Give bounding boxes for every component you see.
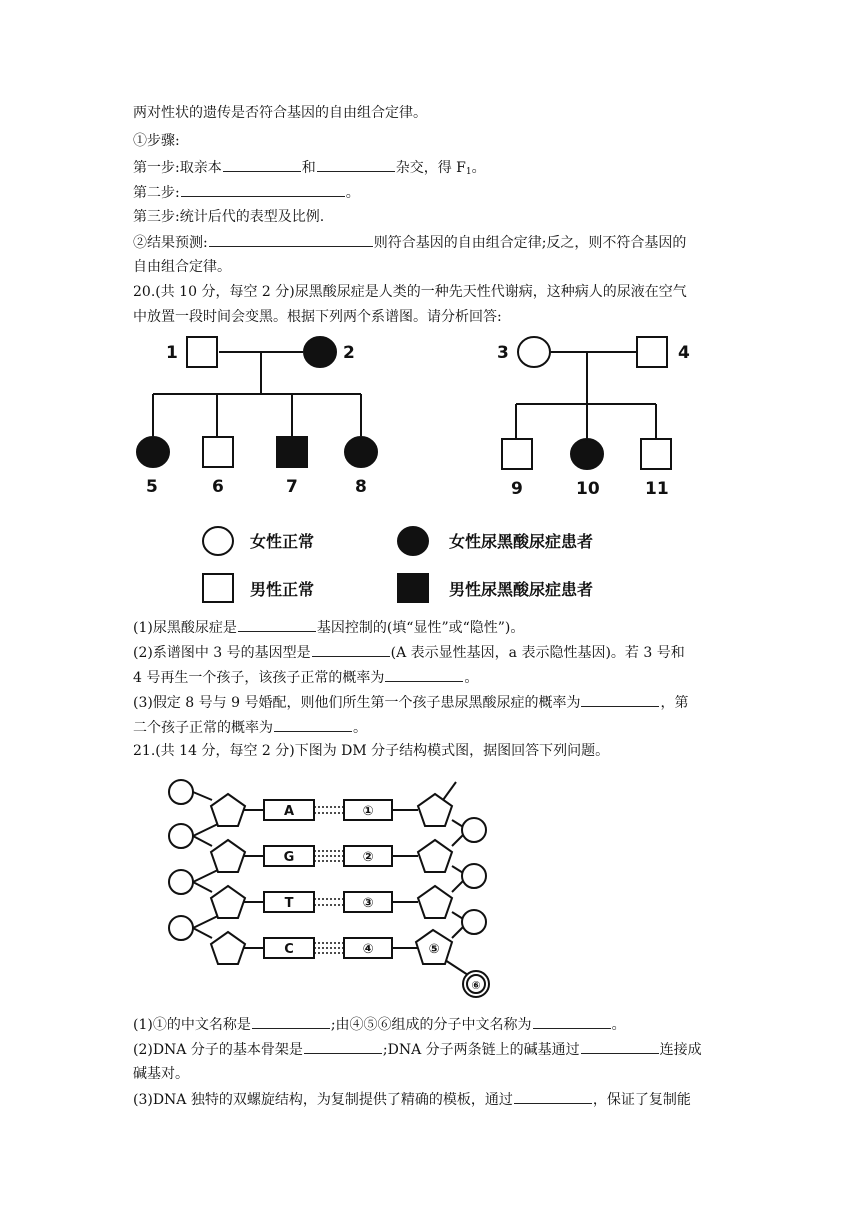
legend-female-normal: 女性正常 <box>250 532 315 551</box>
pedigree-label-11: 11 <box>645 479 669 499</box>
phosphate-circle <box>169 916 193 940</box>
phosphate-circle <box>462 910 486 934</box>
pedigree-male-normal-9 <box>502 439 532 469</box>
sugar-pentagon <box>418 794 452 826</box>
phosphate-circle <box>169 780 193 804</box>
pedigree-label-8: 8 <box>355 477 367 497</box>
q21-sub3: (3)DNA 独特的双螺旋结构，为复制提供了精确的模板，通过 ，保证了复制能 <box>133 1089 691 1110</box>
base-label-T: T <box>284 896 294 911</box>
pedigree-female-normal-3 <box>518 337 550 367</box>
base-label-A: A <box>283 804 295 819</box>
base-label-4: ④ <box>362 942 374 957</box>
pedigree-female-affected-2 <box>304 337 336 367</box>
pedigree-label-3: 3 <box>497 343 509 363</box>
pedigree-male-normal-1 <box>187 337 217 367</box>
pedigree-female-affected-8 <box>345 437 377 467</box>
q21-stem: 21.(共 14 分，每空 2 分)下图为 DM 分子结构模式图，据图回答下列问题。 <box>133 743 610 759</box>
answer-blank[interactable] <box>533 1014 611 1029</box>
phosphate-circle <box>462 864 486 888</box>
q21-sub2-cont: 碱基对。 <box>133 1066 189 1082</box>
answer-blank[interactable] <box>581 692 659 707</box>
legend-female-normal-icon <box>203 527 233 555</box>
q20-sub2-cont: 4 号再生一个孩子，该孩子正常的概率为 。 <box>133 667 478 688</box>
dna-structure-figure <box>0 770 860 1010</box>
legend-male-affected-icon <box>398 574 428 602</box>
answer-blank[interactable] <box>312 642 390 657</box>
pedigree-female-affected-10 <box>571 439 603 469</box>
sugar-pentagon <box>211 886 245 918</box>
sugar-pentagon <box>418 886 452 918</box>
answer-blank[interactable] <box>581 1039 659 1054</box>
base-label-G: G <box>283 850 295 865</box>
pedigree-male-normal-4 <box>637 337 667 367</box>
answer-blank[interactable] <box>304 1039 382 1054</box>
phosphate-circle <box>462 818 486 842</box>
answer-blank[interactable] <box>252 1014 330 1029</box>
pedigree-female-affected-5 <box>137 437 169 467</box>
pedigree-label-2: 2 <box>343 343 355 363</box>
pedigree-label-1: 1 <box>166 343 178 363</box>
q19-step1: 第一步:取亲本 和 杂交，得 $F_1$。 <box>133 157 486 182</box>
sugar-label-5: ⑤ <box>428 942 440 957</box>
q19-step2: 第二步: 。 <box>133 182 360 203</box>
base-label-1: ① <box>362 804 374 819</box>
legend-male-normal: 男性正常 <box>250 580 315 599</box>
pedigree-label-6: 6 <box>212 477 224 497</box>
answer-blank[interactable] <box>181 182 345 197</box>
q20-stem-line2: 中放置一段时间会变黑。根据下列两个系谱图。请分析回答: <box>133 309 502 325</box>
pedigree-label-4: 4 <box>678 343 690 363</box>
q20-stem-line1: 20.(共 10 分，每空 2 分)尿黑酸尿症是人类的一种先天性代谢病，这种病人的尿液在空气 <box>133 284 687 300</box>
phosphate-label-6: ⑥ <box>471 979 481 992</box>
base-label-3: ③ <box>362 896 374 911</box>
pedigree-label-10: 10 <box>576 479 600 499</box>
q21-sub1: (1)①的中文名称是 ;由④⑤⑥组成的分子中文名称为 。 <box>133 1014 626 1035</box>
q19-step3: 第三步:统计后代的表型及比例. <box>133 209 325 225</box>
answer-blank[interactable] <box>209 232 373 247</box>
sugar-pentagon <box>211 932 245 964</box>
base-label-C: C <box>284 942 294 957</box>
q20-sub1: (1)尿黑酸尿症是 基因控制的(填“显性”或“隐性”)。 <box>133 617 524 638</box>
pedigree-male-normal-6 <box>203 437 233 467</box>
q19-prediction: ②结果预测: 则符合基因的自由组合定律;反之，则不符合基因的 <box>133 232 686 253</box>
q20-sub3-cont: 二个孩子正常的概率为 。 <box>133 717 367 738</box>
answer-blank[interactable] <box>223 157 301 172</box>
q19-prediction-cont: 自由组合定律。 <box>133 259 231 275</box>
legend-male-affected: 男性尿黑酸尿症患者 <box>449 580 594 599</box>
answer-blank[interactable] <box>238 617 316 632</box>
answer-blank[interactable] <box>514 1089 592 1104</box>
pedigree-label-5: 5 <box>146 477 158 497</box>
q21-sub2: (2)DNA 分子的基本骨架是 ;DNA 分子两条链上的碱基通过 连接成 <box>133 1039 702 1060</box>
q20-sub3: (3)假定 8 号与 9 号婚配，则他们所生第一个孩子患尿黑酸尿症的概率为 ，第 <box>133 692 688 713</box>
pedigree-figure <box>0 320 860 620</box>
q19-steps-title: ①步骤: <box>133 133 180 149</box>
pedigree-male-affected-7 <box>277 437 307 467</box>
pedigree-label-7: 7 <box>286 477 298 497</box>
answer-blank[interactable] <box>317 157 395 172</box>
phosphate-circle <box>169 824 193 848</box>
pedigree-male-normal-11 <box>641 439 671 469</box>
legend-female-affected-icon <box>398 527 428 555</box>
legend-female-affected: 女性尿黑酸尿症患者 <box>449 532 594 551</box>
sugar-pentagon <box>418 840 452 872</box>
sugar-pentagon <box>211 840 245 872</box>
answer-blank[interactable] <box>274 717 352 732</box>
q20-sub2: (2)系谱图中 3 号的基因型是 (A 表示显性基因，a 表示隐性基因)。若 3 号和 <box>133 642 685 663</box>
sugar-pentagon <box>211 794 245 826</box>
q19-intro: 两对性状的遗传是否符合基因的自由组合定律。 <box>133 105 427 121</box>
phosphate-circle <box>169 870 193 894</box>
pedigree-label-9: 9 <box>511 479 523 499</box>
answer-blank[interactable] <box>385 667 463 682</box>
base-label-2: ② <box>362 850 374 865</box>
legend-male-normal-icon <box>203 574 233 602</box>
